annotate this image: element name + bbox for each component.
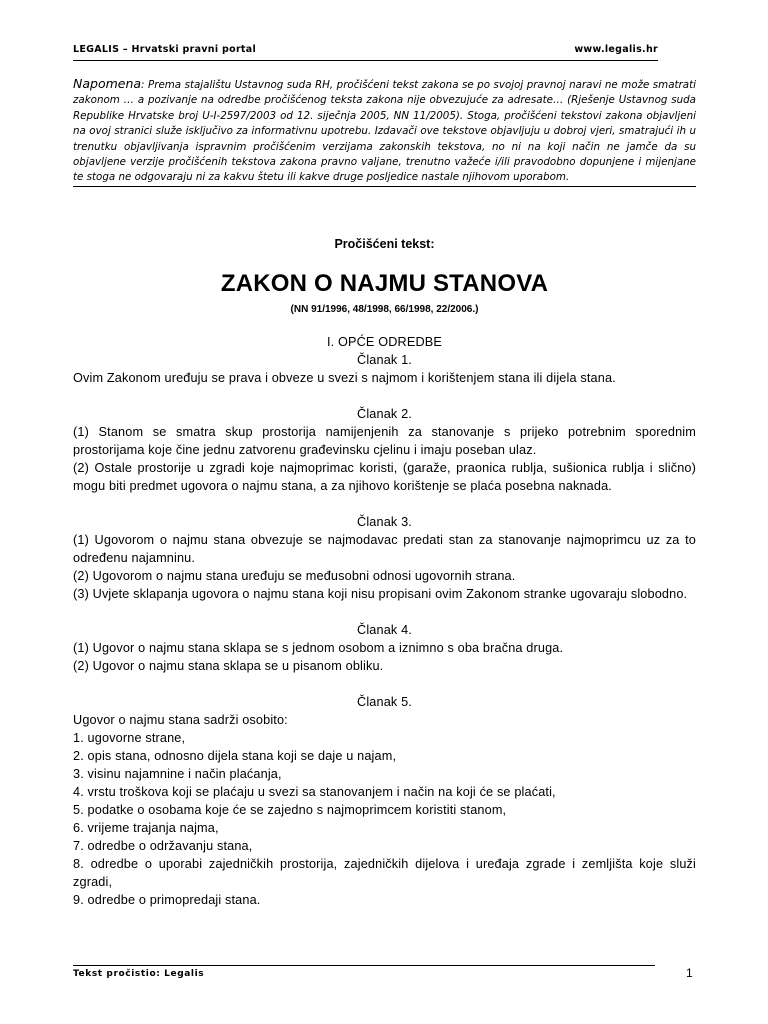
- article-paragraph: Ugovor o najmu stana sadrži osobito:: [73, 713, 288, 727]
- doc-title: ZAKON O NAJMU STANOVA: [220, 270, 549, 297]
- article-paragraph: (3) Uvjete sklapanja ugovora o najmu stana koji nisu propisani ovim Zakonom stranke ugovaraju slobodno.: [73, 587, 688, 601]
- chapter-heading: I. OPĆE ODREDBE: [326, 335, 443, 349]
- list-item: 1. ugovorne strane,: [73, 731, 186, 745]
- article-heading: Članak 5.: [357, 695, 412, 709]
- article-heading: Članak 1.: [357, 353, 412, 367]
- article-paragraph: (1) Ugovorom o najmu stana obvezuje se najmodavac predati stan za stanovanje najmoprimcu uz za to određenu najamninu.: [73, 533, 696, 565]
- article-paragraph: (2) Ostale prostorije u zgradi koje najmoprimac koristi, (garaže, praonica rublja, sušionica rublja i slično) mogu biti predmet ugovora o najmu stana, a za njihovo korištenje se plaća posebna naknada.: [73, 461, 696, 493]
- article-paragraph: (1) Ugovor o najmu stana sklapa se s jednom osobom a iznimno s oba bračna druga.: [73, 641, 564, 655]
- article-paragraph: Ovim Zakonom uređuju se prava i obveze u svezi s najmom i korištenjem stana ili dijela stana.: [73, 371, 616, 385]
- list-item: 7. odredbe o održavanju stana,: [73, 839, 253, 853]
- note-divider: [73, 186, 696, 187]
- article-paragraph: (1) Stanom se smatra skup prostorija namijenjenih za stanovanje s prijeko potrebnim sporednim prostorijama koje čine jednu zatvorenu građevinsku cjelinu i imaju poseban ulaz.: [73, 425, 696, 457]
- list-item: 3. visinu najamnine i način plaćanja,: [73, 767, 282, 781]
- article-heading: Članak 2.: [357, 407, 412, 421]
- disclaimer-note: [73, 76, 696, 186]
- gazette-references: (NN 91/1996, 48/1998, 66/1998, 22/2006.): [290, 304, 479, 315]
- note-text: : Prema stajalištu Ustavnog suda RH, pročišćeni tekst zakona se po svojoj pravnoj naravi ne može smatrati zakonom … a pozivanje na odredbe pročišćenog teksta zakona nije obvezujuće za adresate… (Rješenje Ustavnog suda Republike Hrvatske broj U-I-2597/2003 od 12. siječnja 2005, NN 11/2005). Stoga, pročišćeni tekstovi zakona objavljeni na ovoj stranici služe isključivo za informativnu upotrebu. Izdavači ove tekstove objavljuju u dobroj vjeri, smatrajući ih u trenutku objavljivanja ispravnim pročišćenim verzijama zakonskih tekstova, no ni na koji način ne jamče da su objavljene verzije pročišćenih tekstova zakona pravno valjane, trenutno važeće i/ili pravodobno dopunjene i mijenjane te stoga ne odgovaraju ni za kakvu štetu ili kakve druge posljedice nastale njihovom uporabom.: [73, 79, 696, 184]
- doc-subtitle: Pročišćeni tekst:: [334, 237, 435, 251]
- article-heading: Članak 3.: [357, 515, 412, 529]
- page-number: 1: [686, 966, 693, 980]
- article-paragraph: (2) Ugovorom o najmu stana uređuju se međusobni odnosi ugovornih strana.: [73, 569, 516, 583]
- list-item: 8. odredbe o uporabi zajedničkih prostorija, zajedničkih dijelova i uređaja zgrade i zemljišta koje služi zgradi,: [73, 857, 696, 889]
- list-item: 4. vrstu troškova koji se plaćaju u svezi sa stanovanjem i način na koji će se plaćati,: [73, 785, 556, 799]
- list-item: 5. podatke o osobama koje će se zajedno s najmoprimcem koristiti stanom,: [73, 803, 507, 817]
- list-item: 9. odredbe o primopredaji stana.: [73, 893, 261, 907]
- header-site-name: LEGALIS – Hrvatski pravni portal: [73, 44, 257, 55]
- header-url: www.legalis.hr: [574, 44, 658, 55]
- article-heading: Članak 4.: [357, 623, 412, 637]
- note-lead: Napomena: [73, 76, 142, 91]
- list-item: 6. vrijeme trajanja najma,: [73, 821, 219, 835]
- page-header: [73, 42, 658, 61]
- law-body: [73, 333, 696, 909]
- list-item: 2. opis stana, odnosno dijela stana koji se daje u najam,: [73, 749, 397, 763]
- footer-divider: [73, 965, 655, 966]
- article-paragraph: (2) Ugovor o najmu stana sklapa se u pisanom obliku.: [73, 659, 384, 673]
- footer-credit: Tekst pročistio: Legalis: [73, 969, 205, 979]
